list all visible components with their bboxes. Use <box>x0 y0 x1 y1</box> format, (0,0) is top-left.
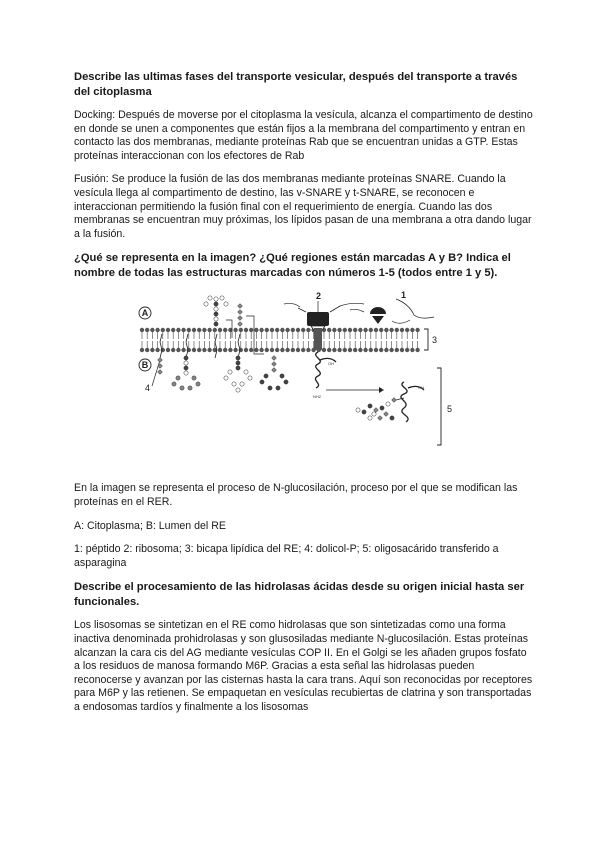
answer-image: En la imagen se representa el proceso de N-glucosilación, proceso por el que se modifican las proteínas en el RER. <box>74 482 518 508</box>
svg-text:A: A <box>141 308 149 319</box>
region-a-label <box>139 307 151 319</box>
oligosaccharide-transferred <box>356 398 404 421</box>
oligosaccharide-lumenal <box>158 356 289 393</box>
question-2: ¿Qué se representa en la imagen? ¿Qué regiones están marcadas A y B? Indica el nombre de todas las estructuras marcadas con números 1-5 (todos entre 1 y 5). <box>74 252 511 279</box>
dolichol-anchor <box>160 334 240 358</box>
lipid-bilayer <box>140 328 420 352</box>
region-b-label <box>139 359 151 371</box>
question-3: Describe el procesamiento de las hidrolasas ácidas desde su origen inicial hasta ser funcionales. <box>74 581 525 608</box>
label-2: 2 <box>316 291 322 302</box>
answer-hydrolases: Los lisosomas se sintetizan en el RE como hidrolasas que son sintetizadas como una forma inactiva denominada prohidrolasas y son glusosiladas mediante N-glucosilación. Estas proteínas alcanzan la cara cis del AG mediante vesículas COP II. En el Golgi se les añaden grupos fosfato a los residuos de manosa formando M6P. Gracias a esta señal las hidrolasas pueden reconocerse y avanzan por las cisternas hasta la cara trans. Aquí son reconocidas por receptores para M6P y las retienen. Se empaquetan en vesículas recubiertas de clatrina y son transportadas a endosomas tardíos y finalmente a los lisosomas <box>74 619 533 713</box>
answer-fusion: Fusión: Se produce la fusión de las dos membranas mediante proteínas SNARE. Cuando la vesícula llega al compartimento de destino, las v-SNARE y t-SNARE, se reconocen e interaccionan permitiendo la fusión final con el requerimiento de energía. Cuando las dos membranas se encuentran muy próximas, los lípidos pasan de una membrana a otra dando lugar a la fusión. <box>74 173 532 240</box>
answer-regions: A: Citoplasma; B: Lumen del RE <box>74 519 226 532</box>
label-3: 3 <box>432 335 438 346</box>
bilayer-bracket <box>424 329 428 350</box>
label-1: 1 <box>401 290 407 301</box>
bracket-5 <box>437 368 441 445</box>
question-1: Describe las ultimas fases del transporte vesicular, después del transporte a través del citoplasma <box>74 71 518 98</box>
ribosome-right <box>350 307 386 324</box>
answer-docking: Docking: Después de moverse por el citoplasma la vesícula, alcanza el compartimento de destino en donde se unen a componentes que están fijos a la membrana del compartimento y entran en contacto las dos membranas, mediante proteínas Rab que se encuentran unidas a GTP. Estas proteínas interaccionan con los efectores de Rab <box>74 109 533 162</box>
svg-text:OH: OH <box>328 361 334 367</box>
nascent-protein-coil <box>315 352 336 388</box>
oligosaccharide-cytosolic <box>204 296 264 354</box>
svg-text:NH2: NH2 <box>313 394 322 400</box>
membrane-diagram <box>74 290 534 470</box>
n-glycosylation-figure <box>74 290 534 470</box>
label-4: 4 <box>145 383 151 394</box>
svg-text:OH: OH <box>418 385 424 391</box>
svg-text:B: B <box>141 360 149 371</box>
document-page <box>74 70 534 724</box>
answer-structures: 1: péptido 2: ribosoma; 3: bicapa lipídica del RE; 4: dolicol-P; 5: oligosacárido transferido a asparagina <box>74 543 499 569</box>
label-5: 5 <box>447 404 453 415</box>
peptide-chain <box>396 299 434 318</box>
